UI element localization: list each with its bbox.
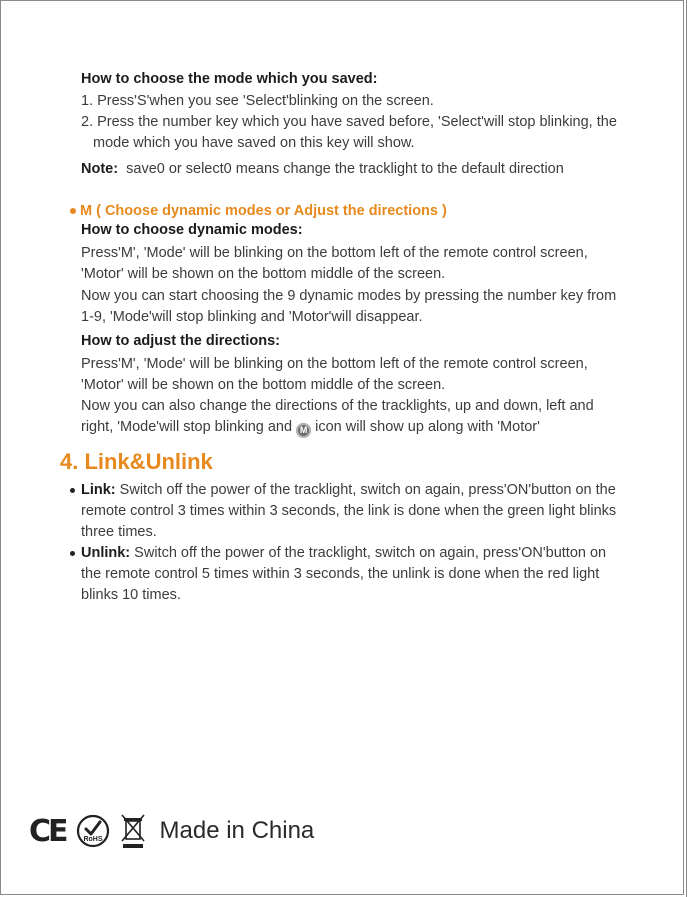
directions-heading: How to adjust the directions: [81, 333, 280, 349]
directions-line-2: 'Motor' will be shown on the bottom middle of the screen. [81, 377, 446, 393]
link-label: Link: [81, 482, 116, 498]
link-section-title: 4. Link&Unlink [60, 449, 213, 474]
link-line-2: remote control 3 times within 3 seconds, the link is done when the green light blinks [81, 503, 617, 519]
motor-icon: M [296, 423, 311, 438]
made-in-china: Made in China [159, 817, 315, 844]
step-2-line-1: 2. Press the number key which you have saved before, 'Select'will stop blinking, the [81, 114, 617, 130]
dynamic-line-1: Press'M', 'Mode' will be blinking on the bottom left of the remote control screen, [81, 245, 588, 261]
unlink-line-3: blinks 10 times. [81, 587, 181, 603]
footer [29, 808, 314, 854]
rohs-text: RoHS [82, 836, 103, 843]
dynamic-line-4: 1-9, 'Mode'will stop blinking and 'Motor'will disappear. [81, 309, 423, 325]
directions-line-4 [81, 417, 540, 438]
dynamic-heading: How to choose dynamic modes: [81, 222, 303, 238]
link-line-3: three times. [81, 524, 157, 540]
link-line-1 [70, 480, 616, 501]
bullet-icon [70, 551, 75, 556]
step-1: 1. Press'S'when you see 'Select'blinking on the screen. [81, 93, 434, 109]
ce-mark-icon: CE [29, 813, 66, 849]
page-edge [686, 0, 696, 897]
dynamic-line-3: Now you can start choosing the 9 dynamic modes by pressing the number key from [81, 288, 617, 304]
weee-bin-icon [120, 813, 146, 849]
link-text-1: Switch off the power of the tracklight, switch on again, press'ON'button on the [119, 482, 616, 498]
directions-line-3: Now you can also change the directions of the tracklights, up and down, left and [81, 398, 594, 414]
unlink-label: Unlink: [81, 545, 131, 561]
m-section-title: M ( Choose dynamic modes or Adjust the directions ) [80, 203, 447, 219]
step-2-line-2: mode which you have saved on this key will show. [93, 135, 415, 151]
unlink-line-2: the remote control 5 times within 3 seconds, the unlink is done when the red light [81, 566, 600, 582]
bullet-icon [70, 488, 75, 493]
note [81, 159, 564, 180]
unlink-line-1 [70, 543, 606, 564]
note-label: Note: [81, 161, 119, 177]
directions-line-4a: right, 'Mode'will stop blinking and [81, 419, 293, 435]
rohs-icon [76, 814, 110, 848]
m-section-title-row [70, 203, 447, 219]
directions-line-4b: icon will show up along with 'Motor' [315, 419, 540, 435]
bullet-icon [70, 208, 76, 214]
dynamic-line-2: 'Motor' will be shown on the bottom middle of the screen. [81, 266, 446, 282]
note-text: save0 or select0 means change the tracklight to the default direction [126, 161, 564, 177]
mode-saved-heading: How to choose the mode which you saved: [81, 71, 378, 87]
directions-line-1: Press'M', 'Mode' will be blinking on the bottom left of the remote control screen, [81, 356, 588, 372]
unlink-text-1: Switch off the power of the tracklight, switch on again, press'ON'button on [134, 545, 607, 561]
